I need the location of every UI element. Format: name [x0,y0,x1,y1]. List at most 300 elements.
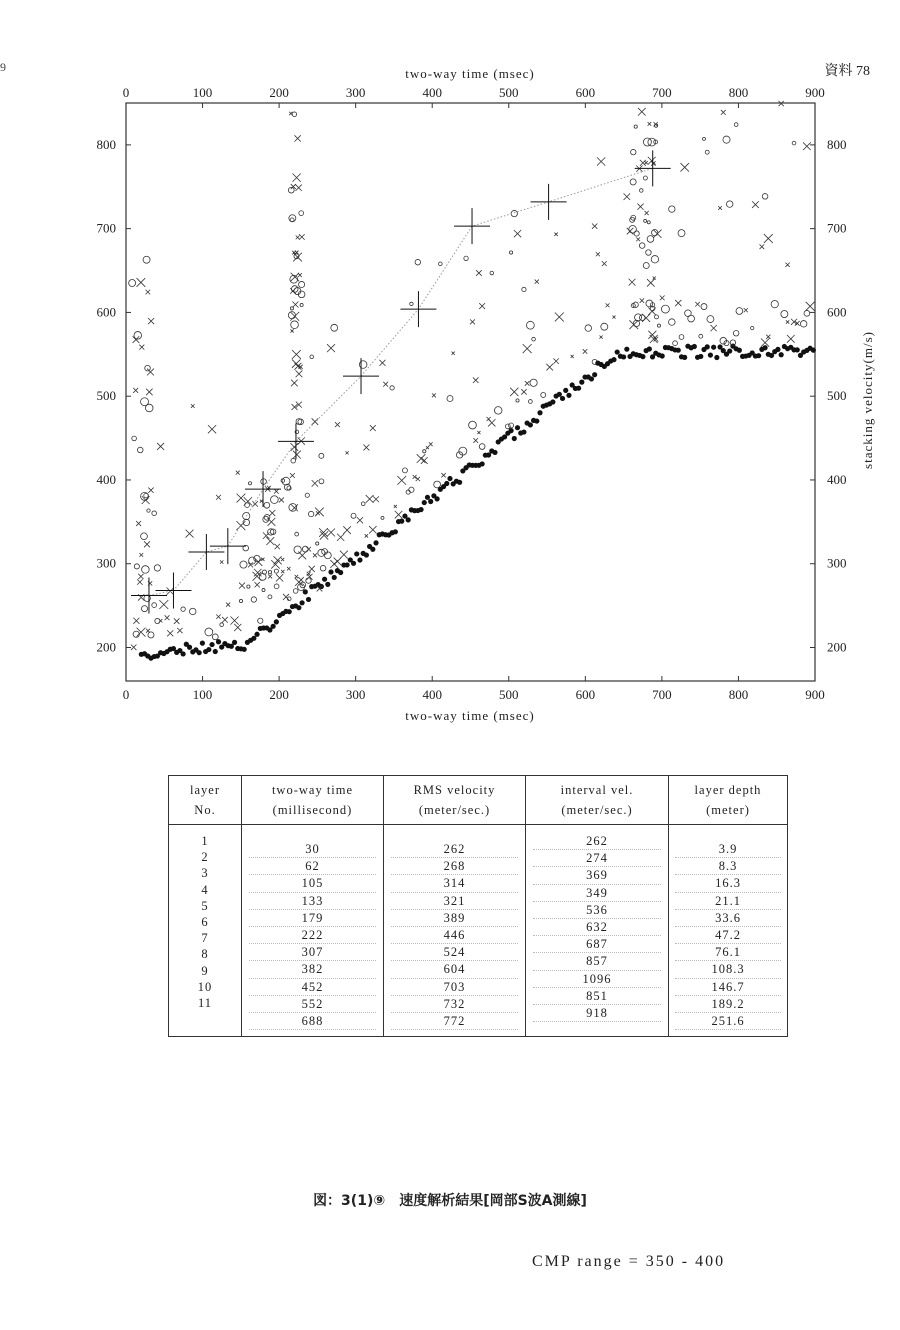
semblance-point [344,562,349,567]
semblance-point [571,355,574,358]
table-cell: 8.3 [675,858,781,875]
table-cell: 552 [249,996,376,1013]
semblance-point [751,326,754,329]
x-tick-label-top: 0 [122,85,130,100]
semblance-point [300,582,306,588]
semblance-points [129,101,816,661]
semblance-point [585,325,592,332]
semblance-point [251,636,256,641]
semblance-point [546,364,553,371]
semblance-point [470,319,475,324]
semblance-point [646,250,652,256]
semblance-point [299,234,305,240]
semblance-point [181,651,186,656]
semblance-point [795,347,800,352]
table-cell: 604 [391,961,518,978]
picked-velocity-cross [454,208,490,244]
semblance-point [263,532,270,539]
y-tick-label: 600 [96,304,116,320]
y-tick-label: 300 [96,555,116,571]
semblance-point [514,230,521,237]
semblance-point [535,280,539,284]
x-tick-label: 700 [652,687,672,702]
col-layer-header: layer No. [169,776,242,825]
semblance-point [275,544,280,549]
semblance-point [429,442,433,446]
table-cell: 6 [201,914,209,929]
table-cell: 146.7 [675,979,781,996]
semblance-point [319,479,324,484]
semblance-point [262,588,265,591]
semblance-point [320,531,328,539]
semblance-point [792,141,796,145]
col-rms-header: RMS velocity (meter/sec.) [384,776,526,825]
semblance-point [679,335,684,340]
semblance-point [521,389,526,394]
semblance-point [298,577,304,583]
semblance-point [409,487,414,492]
semblance-point [721,110,726,115]
semblance-point [469,421,477,429]
semblance-point [516,399,519,402]
semblance-point [744,308,748,312]
semblance-point [678,230,685,237]
semblance-point [299,211,304,216]
semblance-point [357,557,362,562]
edge-mark: 9 [0,60,6,74]
semblance-point [146,629,150,633]
semblance-point [648,157,656,165]
x-tick-label: 800 [728,687,749,702]
semblance-point [236,521,245,530]
semblance-point [288,312,295,319]
semblance-point [426,446,429,449]
semblance-point [563,388,568,393]
semblance-point [137,278,146,287]
semblance-point [422,500,427,505]
col-depth-header: layer depth (meter) [669,776,788,825]
semblance-point [698,354,703,359]
semblance-point [294,546,301,553]
y-tick-label: 500 [96,388,116,404]
semblance-point [555,312,564,321]
semblance-point [688,315,695,322]
semblance-point [634,231,639,236]
semblance-point [660,295,665,300]
semblance-point [139,345,144,350]
x-tick-label-top: 300 [345,85,366,100]
semblance-point [213,649,218,654]
semblance-point [647,236,654,243]
semblance-point [701,304,707,310]
semblance-point [312,480,318,486]
semblance-point [602,261,607,266]
table-cell: 3.9 [675,841,781,858]
semblance-point [714,355,719,360]
semblance-point [129,280,136,287]
picked-velocity-cross [278,423,314,459]
picked-velocity-cross [343,358,379,394]
semblance-point [764,234,773,243]
semblance-point [629,226,637,234]
table-cell: 3 [201,866,209,881]
semblance-point [290,473,295,478]
velocity-function-line [149,168,653,595]
semblance-point [444,481,449,486]
x-tick-label: 900 [805,687,825,702]
y-tick-label: 800 [96,136,116,152]
y-tick-label: 400 [96,471,116,487]
semblance-point [292,112,297,117]
table-cell: 10 [197,979,213,994]
semblance-point [190,608,196,614]
semblance-point [305,493,309,497]
semblance-point [208,425,216,433]
y-tick-label: 200 [96,639,116,655]
picked-velocity-cross [245,471,281,507]
x-tick-label-top: 500 [499,85,519,100]
semblance-point [530,379,537,386]
semblance-point [306,597,311,602]
semblance-point [222,617,228,623]
x-tick-label: 200 [269,687,289,702]
semblance-point [522,287,526,291]
table-cell: 4 [201,882,209,897]
semblance-point [383,382,388,387]
semblance-point [340,551,348,559]
semblance-point [264,502,270,508]
semblance-point [441,473,445,477]
semblance-point [191,404,195,408]
semblance-point [511,210,517,216]
table-cell: 536 [533,902,661,919]
semblance-point [309,566,315,572]
table-cell: 524 [391,944,518,961]
semblance-point [553,358,558,363]
semblance-point [186,530,194,538]
y-tick-label-right: 200 [827,639,847,655]
semblance-point [132,436,137,441]
semblance-point [248,562,253,567]
semblance-point [354,551,359,556]
table-cell: 857 [533,953,661,970]
table-cell: 7 [201,931,209,946]
semblance-point [234,624,241,631]
semblance-point [292,301,298,307]
semblance-point [226,603,230,607]
semblance-point [157,443,164,450]
table-cell: 30 [249,841,376,858]
figure-caption: 図：3(1)⑨ 速度解析結果[岡部S波A測線] [313,1193,587,1209]
semblance-point [282,477,290,485]
table-cell: 274 [533,850,661,867]
semblance-point [432,393,436,397]
semblance-point [165,615,170,620]
semblance-point [452,352,455,355]
semblance-point [239,583,245,589]
semblance-point [682,355,687,360]
semblance-point [299,281,305,287]
semblance-point [267,518,275,526]
semblance-point [673,341,678,346]
semblance-point [661,305,669,313]
table-cell: 632 [533,919,661,936]
semblance-point [736,308,743,315]
semblance-point [447,395,453,401]
semblance-point [142,566,150,574]
semblance-point [365,534,368,537]
table-cell: 772 [391,1013,518,1030]
semblance-point [576,386,581,391]
semblance-point [557,392,562,397]
table-cell: 8 [201,947,209,962]
y-tick-label-right: 800 [827,136,847,152]
table-cell: 1 [201,834,209,848]
x-tick-label-top: 100 [192,85,213,100]
table-cell: 222 [249,927,376,944]
semblance-point [331,324,338,331]
semblance-point [152,511,157,516]
semblance-point [245,503,250,508]
semblance-point [133,336,140,343]
table-cell: 688 [249,1013,376,1030]
semblance-point [417,454,426,463]
picked-velocity-cross [400,291,436,327]
semblance-point [251,597,256,602]
semblance-point [708,352,713,357]
semblance-point [606,303,610,307]
semblance-point [287,567,291,571]
picked-velocity-cross [155,573,191,609]
x-tick-label: 300 [345,687,366,702]
semblance-point [634,125,637,128]
x-tick-label: 0 [122,687,130,702]
semblance-point [306,578,311,583]
semblance-point [373,540,378,545]
semblance-point [583,349,588,354]
semblance-point [652,230,658,236]
semblance-point [338,570,343,575]
semblance-point [147,369,154,376]
semblance-point [142,606,148,612]
semblance-point [479,444,485,450]
semblance-point [643,176,647,180]
semblance-point [279,497,284,502]
table-cell: 1096 [533,971,661,988]
table-cell: 262 [533,833,661,850]
semblance-point [147,509,150,512]
semblance-point [723,136,730,143]
semblance-point [148,318,154,324]
table-cell: 11 [197,995,213,1010]
x-tick-label: 500 [499,687,519,702]
semblance-point [295,532,299,536]
semblance-point [209,642,214,647]
x-tick-label-top: 600 [575,85,596,100]
semblance-point [480,461,485,466]
semblance-point [216,495,221,500]
x-tick-label-top: 200 [269,85,289,100]
semblance-point [143,256,150,263]
semblance-point [220,560,223,563]
semblance-point [247,585,250,588]
semblance-point [263,516,269,522]
y-tick-label-right: 300 [827,555,847,571]
semblance-point [290,329,293,332]
semblance-point [418,507,423,512]
semblance-point [359,361,367,369]
semblance-point [705,344,710,349]
semblance-point [633,302,638,307]
table-cell: 851 [533,988,661,1005]
semblance-point [316,542,319,545]
semblance-point [752,201,759,208]
semblance-point [512,436,517,441]
semblance-point [490,271,494,275]
semblance-point [325,582,330,587]
semblance-point [312,418,319,425]
semblance-point [167,630,173,636]
semblance-point [640,354,645,359]
semblance-point [197,650,202,655]
semblance-point [300,303,303,306]
semblance-point [290,275,298,283]
semblance-point [510,388,518,396]
plot-frame [126,103,815,681]
semblance-point [669,206,675,212]
semblance-point [281,558,284,561]
semblance-point [657,324,660,327]
semblance-point [488,419,495,426]
table-cell: 251.6 [675,1013,781,1030]
semblance-point [292,350,301,359]
semblance-point [515,425,520,430]
semblance-point [534,418,539,423]
page-number: 資料 78 [824,64,870,79]
picked-velocity-cross [131,578,167,614]
semblance-point [800,321,807,328]
semblance-point [643,262,649,268]
semblance-point [134,564,139,569]
semblance-point [803,142,811,150]
semblance-point [528,422,533,427]
x-tick-label-top: 900 [805,85,825,100]
semblance-point [290,443,298,451]
table-cell: 108.3 [675,961,781,978]
semblance-point [200,641,205,646]
semblance-point [781,311,788,318]
semblance-point [298,273,302,277]
semblance-point [252,501,258,507]
semblance-point [645,211,649,215]
semblance-point [318,549,325,556]
semblance-point [779,352,784,357]
semblance-point [137,628,146,637]
velocity-function [131,150,671,613]
semblance-point [271,496,279,504]
semblance-point [268,595,272,599]
x-tick-label: 600 [575,687,596,702]
semblance-point [526,321,534,329]
semblance-point [159,619,162,622]
semblance-point [695,302,700,307]
semblance-point [447,476,452,481]
semblance-point [290,218,294,222]
semblance-point [692,344,697,349]
semblance-point [611,357,616,362]
semblance-point [394,505,397,508]
table-cell: 314 [391,875,518,892]
semblance-point [541,392,546,397]
semblance-point [435,496,440,501]
semblance-point [308,511,313,516]
semblance-point [205,628,213,636]
table-cell: 307 [249,944,376,961]
picked-velocity-cross [210,528,246,564]
picked-velocity-cross [531,184,567,220]
semblance-point [804,310,810,316]
semblance-point [699,334,703,338]
semblance-point [402,468,407,473]
semblance-point [397,476,406,485]
semblance-point [756,353,761,358]
semblance-point [636,237,640,241]
semblance-point [566,393,571,398]
semblance-point [293,451,301,459]
table-cell: 133 [249,893,376,910]
semblance-point [146,290,151,295]
semblance-point [644,161,647,164]
semblance-point [464,256,468,260]
semblance-point [806,302,815,311]
semblance-point [737,348,742,353]
semblance-point [589,376,594,381]
semblance-point [370,547,375,552]
velocity-table [168,775,788,1037]
table-cell: 389 [391,910,518,927]
semblance-point [718,206,722,210]
semblance-point [771,301,778,308]
semblance-point [268,571,271,574]
table-cell: 349 [533,885,661,902]
semblance-point [669,319,676,326]
y-tick-label-right: 500 [827,388,847,404]
semblance-point [216,614,220,618]
semblance-point [509,251,512,254]
semblance-point [640,298,644,302]
semblance-point [327,529,335,537]
semblance-point [181,607,185,611]
semblance-point [654,315,658,319]
semblance-point [494,407,502,415]
semblance-point [644,219,647,222]
semblance-point [293,173,301,181]
semblance-point [727,348,732,353]
semblance-point [296,605,301,610]
semblance-point [675,300,681,306]
semblance-point [293,589,298,594]
semblance-point [307,572,311,576]
table-cell: 5 [201,898,209,913]
semblance-point [274,569,278,573]
semblance-point [302,546,308,552]
semblance-point [705,150,709,154]
semblance-point [281,570,284,573]
semblance-point [274,584,279,589]
y-tick-label-right: 600 [827,304,847,320]
semblance-point [369,526,376,533]
semblance-point [630,179,636,185]
